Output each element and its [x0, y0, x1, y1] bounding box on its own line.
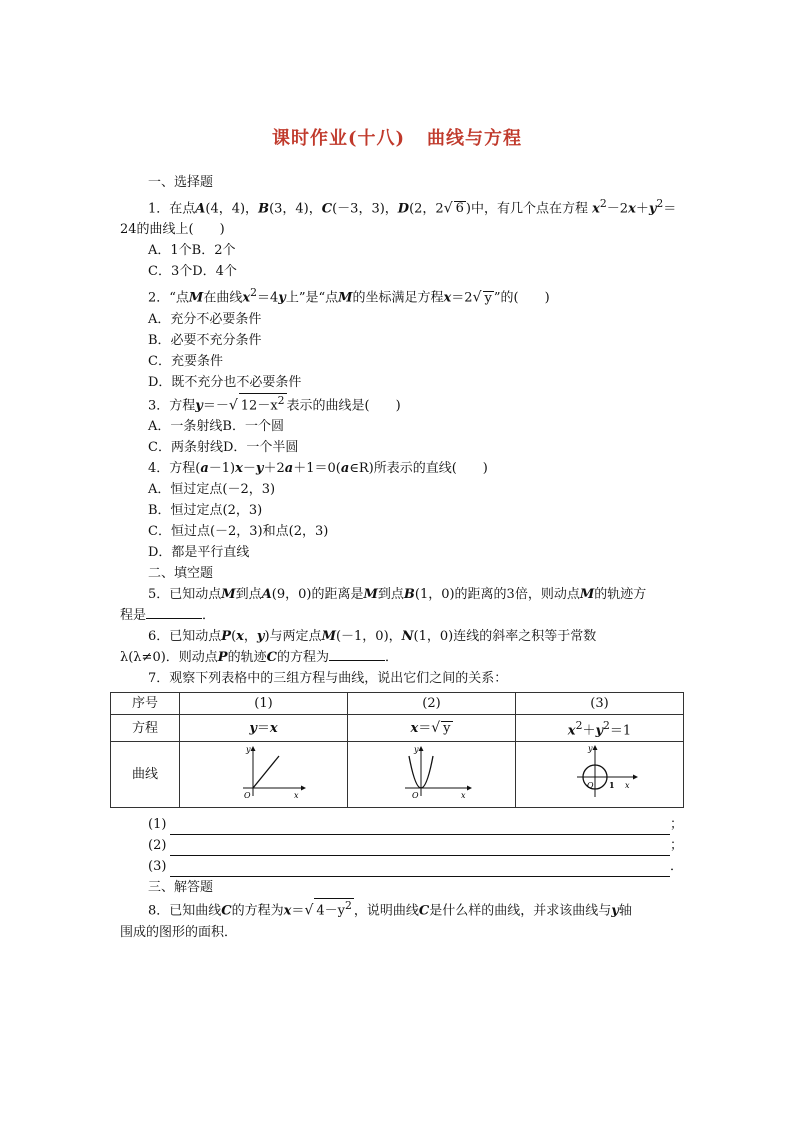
- svg-text:y: y: [413, 745, 419, 755]
- relation-line-3: (3) ．: [120, 856, 680, 877]
- graph-line-y-equals-x: [219, 742, 309, 800]
- title-main: 课时作业(十八): [271, 128, 406, 149]
- svg-text:O: O: [243, 791, 251, 801]
- table-row-label-curve: 曲线: [111, 742, 180, 808]
- svg-text:x: x: [624, 781, 630, 791]
- answer-blank-relation-2[interactable]: [170, 841, 670, 856]
- svg-text:O: O: [411, 791, 419, 801]
- question-5-cont: 程是 ．: [120, 607, 216, 623]
- option-q4-c: C．恒过点(－2，3)和点(2，3): [148, 523, 329, 539]
- curve-3: [516, 742, 684, 808]
- option-q3-cd: C．两条射线D．一个半圆: [148, 439, 299, 455]
- option-q4-a: A．恒过定点(－2，3): [148, 481, 276, 497]
- answer-blank-q5[interactable]: [146, 606, 202, 619]
- svg-text:x: x: [293, 791, 299, 801]
- svg-text:O: O: [586, 781, 594, 791]
- relation-line-2: (2) ；: [120, 835, 680, 856]
- section-heading-fill: 二、填空题: [148, 565, 214, 581]
- question-3: 3．方程y＝－√ $12-x^2$ 表示的曲线是( ): [148, 393, 401, 413]
- question-1-cont: 24的曲线上( ): [120, 222, 225, 238]
- option-q1-ab: A．1个B．2个: [148, 243, 236, 259]
- curve-1: [180, 742, 348, 808]
- graph-unit-circle: [555, 742, 645, 800]
- svg-text:y: y: [245, 745, 251, 755]
- answer-blank-q6[interactable]: [329, 648, 385, 661]
- svg-text:1: 1: [608, 780, 615, 791]
- table-row-label-equation: 方程: [111, 714, 180, 741]
- equation-2: x＝√ y: [348, 714, 516, 741]
- section-heading-choice: 一、选择题: [148, 175, 214, 190]
- curve-2: [348, 742, 516, 808]
- option-q2-a: A．充分不必要条件: [148, 311, 262, 327]
- table-header-1: (1): [180, 692, 348, 714]
- equation-1: y＝x: [180, 714, 348, 741]
- question-7: 7．观察下列表格中的三组方程与曲线，说出它们之间的关系：: [148, 670, 508, 686]
- option-q2-c: C．充要条件: [148, 353, 223, 369]
- question-2: 2．“点M在曲线$x^2=4y$上”是“点M的坐标满足方程x＝2√ y ”的( ): [148, 286, 550, 306]
- answer-blank-relation-1[interactable]: [170, 820, 670, 835]
- question-8-cont: 围成的图形的面积．: [120, 924, 238, 940]
- answer-blank-relation-3[interactable]: [170, 862, 670, 877]
- content: [120, 172, 684, 943]
- graph-half-parabola: [387, 742, 477, 800]
- question-5: 5．已知动点M到点A(9，0)的距离是M到点B(1，0)的距离的3倍，则动点M的轨迹方: [148, 586, 647, 602]
- question-8: 8．已知曲线C的方程为x＝√ $4-y^2$ ，说明曲线C是什么样的曲线，并求该曲线与y轴: [148, 899, 632, 919]
- equation-3: $x^2+y^2=1$: [516, 714, 684, 741]
- question-6: 6．已知动点P(x，y)与两定点M(－1，0)，N(1，0)连线的斜率之积等于常数: [148, 628, 597, 644]
- option-q4-d: D．都是平行直线: [148, 544, 250, 560]
- equation-curve-table: [110, 692, 684, 808]
- question-1: 1．在点A(4，4)，B(3，4)，C(－3，3)，D(2，2√ 6 )中，有几个点在方程 $x^2-2x+y^2=$: [148, 197, 677, 217]
- option-q4-b: B．恒过定点(2，3): [148, 502, 263, 518]
- relation-line-1: (1) ；: [120, 814, 680, 835]
- question-4: 4．方程(a－1)x－y＋2a＋1＝0(a∈R)所表示的直线( ): [148, 460, 488, 476]
- option-q3-ab: A．一条射线B．一个圆: [148, 418, 284, 434]
- title-sub: 曲线与方程: [427, 128, 523, 149]
- option-q2-d: D．既不充分也不必要条件: [148, 374, 302, 390]
- svg-text:x: x: [460, 791, 466, 801]
- page-title: [0, 124, 794, 150]
- table-header-index: 序号: [111, 692, 180, 714]
- option-q1-cd: C．3个D．4个: [148, 264, 237, 280]
- table-header-3: (3): [516, 692, 684, 714]
- section-heading-answer: 三、解答题: [148, 880, 214, 896]
- option-q2-b: B．必要不充分条件: [148, 332, 262, 348]
- svg-text:y: y: [587, 744, 593, 754]
- table-header-2: (2): [348, 692, 516, 714]
- question-6-cont: λ(λ≠0)．则动点P的轨迹C的方程为 ．: [120, 649, 398, 665]
